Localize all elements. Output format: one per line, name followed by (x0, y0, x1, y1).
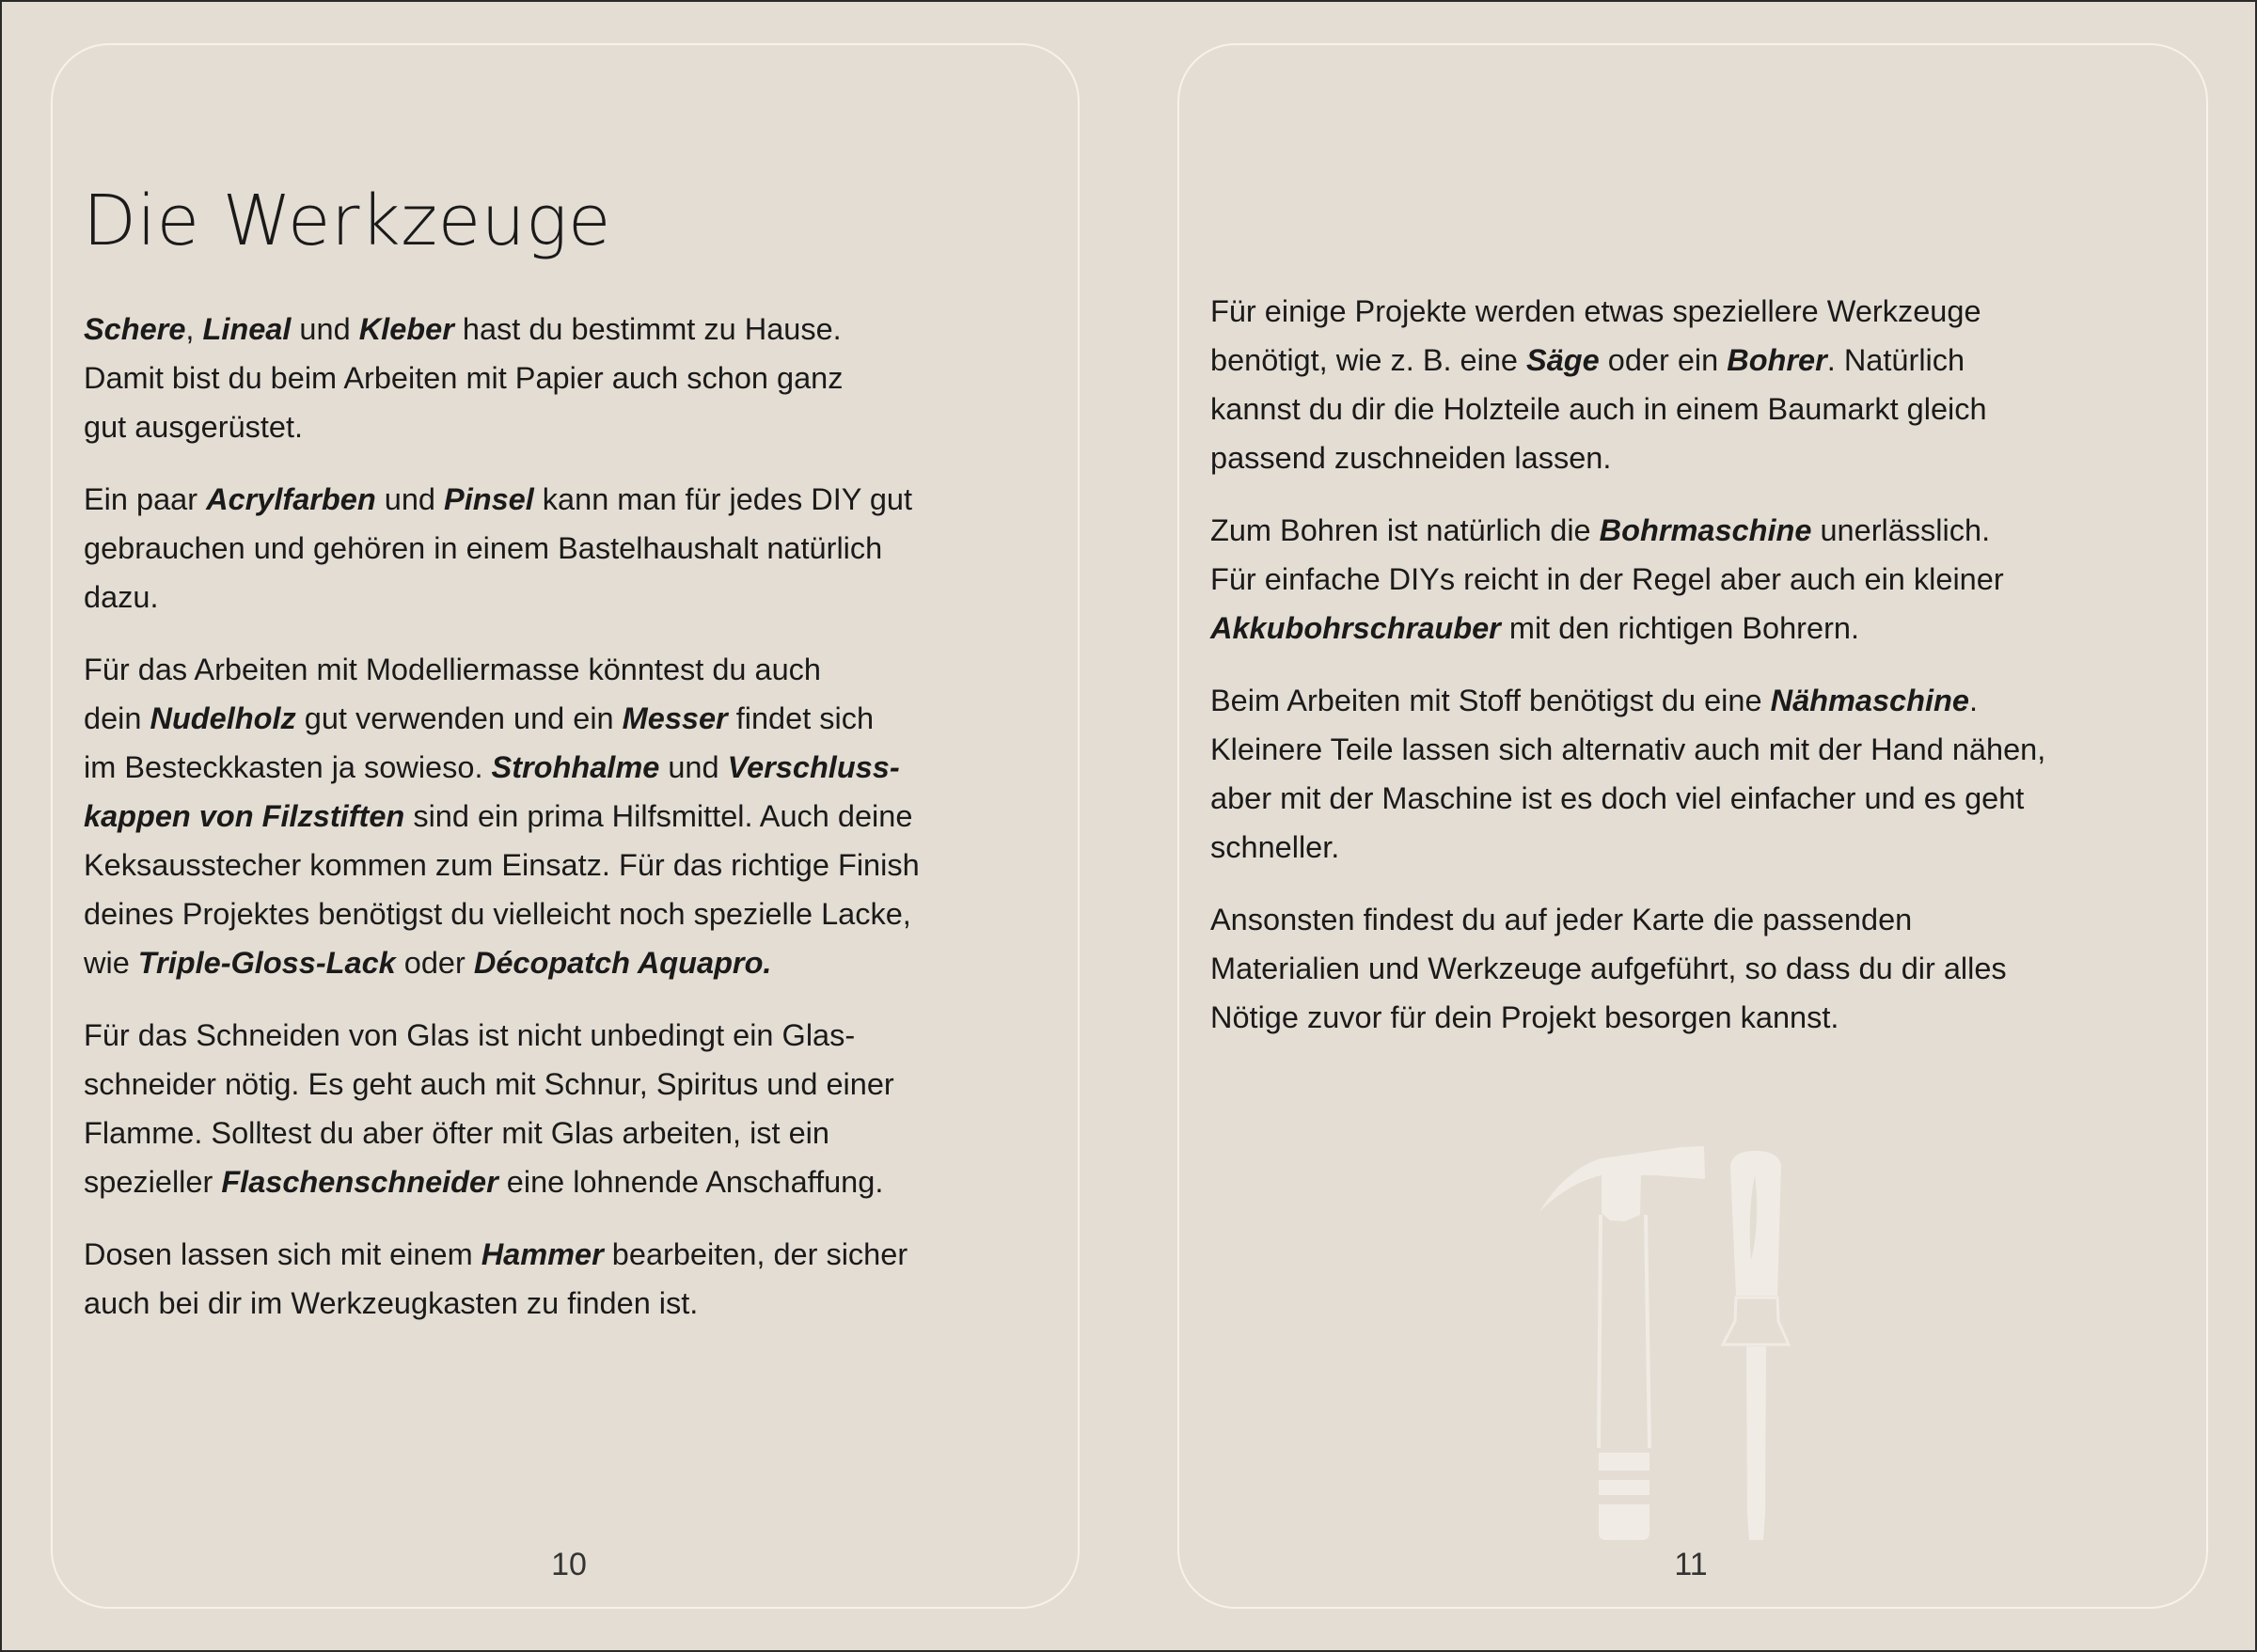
text-segment: und (375, 482, 445, 516)
emphasized-term: Triple-Gloss-Lack (137, 946, 396, 980)
text-segment: Damit bist du beim Arbeiten mit Papier auch schon ganz (84, 361, 844, 395)
text-segment: schneider nötig. Es geht auch mit Schnur, Spiritus und einer (84, 1067, 894, 1101)
text-line (1210, 604, 2045, 653)
text-line (84, 645, 920, 694)
text-line (1210, 385, 2045, 433)
text-segment: spezieller (84, 1165, 222, 1199)
emphasized-term: Pinsel (444, 482, 534, 516)
text-line (84, 475, 920, 524)
emphasized-term: Bohrer (1727, 343, 1827, 377)
text-segment: Flamme. Solltest du aber öfter mit Glas arbeiten, ist ein (84, 1116, 829, 1150)
text-segment: eine lohnende Anschaffung. (497, 1165, 884, 1199)
text-line (84, 305, 920, 354)
text-segment: dein (84, 701, 150, 735)
text-line (84, 743, 920, 792)
text-line (84, 354, 920, 402)
text-line (84, 694, 920, 743)
page-title: Die Werkzeuge (83, 181, 611, 261)
paragraph (1210, 506, 2045, 653)
emphasized-term: Acrylfarben (206, 482, 376, 516)
text-segment: oder (395, 946, 474, 980)
emphasized-term: Säge (1526, 343, 1600, 377)
emphasized-term: Schere (84, 312, 186, 346)
text-segment: aber mit der Maschine ist es doch viel einfacher und es geht (1210, 781, 2025, 815)
text-segment: . (1968, 684, 1978, 717)
paragraph (1210, 676, 2045, 872)
text-segment: Für einige Projekte werden etwas speziellere Werkzeuge (1210, 294, 1981, 328)
left-page-text (84, 305, 920, 1351)
text-segment: Zum Bohren ist natürlich die (1210, 513, 1600, 547)
text-segment: mit den richtigen Bohrern. (1500, 611, 1860, 645)
text-segment: deines Projektes benötigst du vielleicht noch spezielle Lacke, (84, 897, 911, 931)
text-segment: sind ein prima Hilfsmittel. Auch deine (404, 799, 913, 833)
paragraph (84, 305, 920, 451)
hammer-screwdriver-illustration (1505, 1109, 1806, 1551)
text-segment: passend zuschneiden lassen. (1210, 441, 1612, 475)
paragraph (84, 1011, 920, 1206)
emphasized-term: Bohrmaschine (1599, 513, 1812, 547)
text-segment: dazu. (84, 580, 159, 614)
text-segment: schneller. (1210, 830, 1340, 864)
paragraph (84, 475, 920, 621)
text-segment: und (659, 750, 728, 784)
emphasized-term: Messer (622, 701, 728, 735)
right-page-text (1210, 287, 2045, 1065)
text-line (84, 1230, 920, 1279)
emphasized-term: Akkubohrschrauber (1210, 611, 1501, 645)
text-segment: gut verwenden und ein (295, 701, 623, 735)
text-line (1210, 993, 2045, 1042)
text-segment: Für einfache DIYs reicht in der Regel aber auch ein kleiner (1210, 562, 2004, 596)
text-segment: gut ausgerüstet. (84, 410, 304, 444)
text-line (84, 1060, 920, 1109)
emphasized-term: Kleber (358, 312, 454, 346)
text-line (1210, 287, 2045, 336)
hammer-icon (1539, 1146, 1705, 1540)
emphasized-term: Flaschenschneider (221, 1165, 498, 1199)
text-segment: und (291, 312, 359, 346)
text-line (1210, 336, 2045, 385)
text-line (84, 1279, 920, 1328)
emphasized-term: kappen von Filzstiften (84, 799, 405, 833)
paragraph (84, 645, 920, 987)
text-segment: Für das Schneiden von Glas ist nicht unbedingt ein Glas- (84, 1018, 856, 1052)
paragraph (84, 1230, 920, 1328)
text-line (84, 889, 920, 938)
text-segment: Nötige zuvor für dein Projekt besorgen kannst. (1210, 1000, 1839, 1034)
text-line (84, 792, 920, 841)
text-segment: Ein paar (84, 482, 207, 516)
text-segment: benötigt, wie z. B. eine (1210, 343, 1527, 377)
text-segment: auch bei dir im Werkzeugkasten zu finden ist. (84, 1286, 699, 1320)
text-line (84, 524, 920, 573)
text-segment: findet sich (727, 701, 875, 735)
text-line (1210, 555, 2045, 604)
text-line (84, 402, 920, 451)
text-line (1210, 944, 2045, 993)
text-line (1210, 676, 2045, 725)
emphasized-term: Verschluss- (727, 750, 900, 784)
text-line (84, 1011, 920, 1060)
text-segment: kann man für jedes DIY gut (533, 482, 913, 516)
text-segment: gebrauchen und gehören in einem Bastelhaushalt natürlich (84, 531, 883, 565)
text-line (84, 1109, 920, 1157)
text-line (1210, 433, 2045, 482)
text-line (84, 938, 920, 987)
screwdriver-icon (1723, 1151, 1789, 1540)
text-segment: , (185, 312, 203, 346)
text-line (1210, 823, 2045, 872)
text-line (1210, 774, 2045, 823)
paragraph (1210, 287, 2045, 482)
text-line (84, 841, 920, 889)
text-segment: im Besteckkasten ja sowieso. (84, 750, 492, 784)
text-segment: Dosen lassen sich mit einem (84, 1237, 481, 1271)
emphasized-term: Nähmaschine (1770, 684, 1969, 717)
text-segment: oder ein (1599, 343, 1728, 377)
text-segment: Kleinere Teile lassen sich alternativ auch mit der Hand nähen, (1210, 732, 2046, 766)
text-segment: Ansonsten findest du auf jeder Karte die passenden (1210, 903, 1913, 936)
text-segment: hast du bestimmt zu Hause. (453, 312, 842, 346)
emphasized-term: Strohhalme (491, 750, 660, 784)
page-number-right: 11 (1674, 1547, 1708, 1582)
text-line (1210, 895, 2045, 944)
text-segment: kannst du dir die Holzteile auch in einem Baumarkt gleich (1210, 392, 1987, 426)
text-segment: wie (84, 946, 138, 980)
text-segment: Keksausstecher kommen zum Einsatz. Für das richtige Finish (84, 848, 920, 882)
text-segment: Materialien und Werkzeuge aufgeführt, so dass du dir alles (1210, 952, 2007, 985)
emphasized-term: Nudelholz (150, 701, 296, 735)
text-line (1210, 506, 2045, 555)
text-line (84, 573, 920, 621)
text-segment: bearbeiten, der sicher (603, 1237, 908, 1271)
emphasized-term: Décopatch Aquapro. (473, 946, 772, 980)
emphasized-term: Lineal (202, 312, 292, 346)
text-segment: Für das Arbeiten mit Modelliermasse könntest du auch (84, 653, 821, 686)
text-line (84, 1157, 920, 1206)
page-number-left: 10 (551, 1547, 587, 1582)
emphasized-term: Hammer (481, 1237, 604, 1271)
text-segment: unerlässlich. (1811, 513, 1991, 547)
text-segment: Beim Arbeiten mit Stoff benötigst du eine (1210, 684, 1771, 717)
paragraph (1210, 895, 2045, 1042)
text-line (1210, 725, 2045, 774)
text-segment: . Natürlich (1826, 343, 1965, 377)
